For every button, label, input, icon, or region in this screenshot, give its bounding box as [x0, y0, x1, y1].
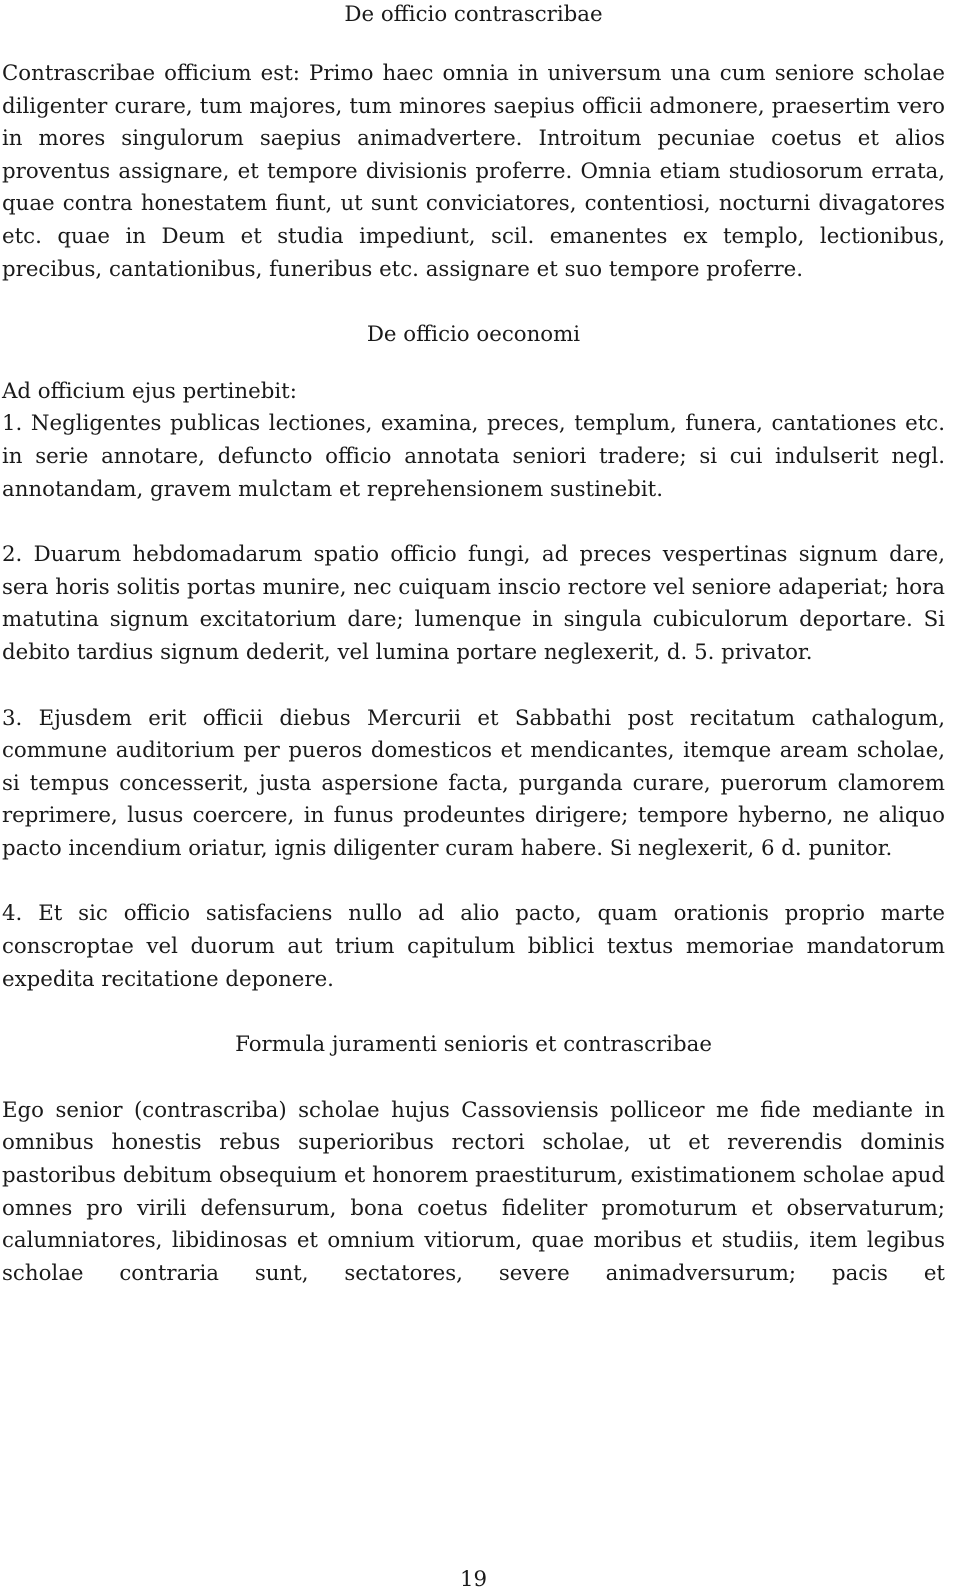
document-page	[2, 0, 945, 1591]
oeconomi-item-3: 3. Ejusdem erit officii diebus Mercurii et Sabbathi post recitatum cathalogum, commune auditorium per pueros domesticos et mendicantes, itemque aream scholae, si tempus concesserit, justa aspersione facta, purganda curare, puerorum clamorem reprimere, lusus coercere, in funus prodeuntes dirigere; tempore hyberno, ne aliquo pacto incendium oriatur, ignis diligenter curam habere. Si neglexerit, 6 d. punitor.	[2, 705, 945, 861]
paragraph-formula: Ego senior (contrascriba) scholae hujus Cassoviensis polliceor me fide mediante in omnibus honestis rebus superioribus rectori scholae, ut et reverendis dominis pastoribus debitum obsequium et honorem praestiturum, existimationem scholae apud omnes pro virili defensurum, bona coetus fideliter promoturum et observaturum; calumniatores, libidinosas et omnium vitiorum, quae moribus et studiis, item legibus scholae contraria sunt, sectatores, severe animadversurum; pacis et	[2, 1097, 945, 1286]
section-title-contrascribae: De officio contrascribae	[344, 2, 603, 27]
spacer	[2, 996, 945, 1029]
oeconomi-intro: Ad officium ejus pertinebit:	[2, 378, 297, 404]
spacer	[2, 670, 945, 703]
page-number: 19	[459, 1567, 488, 1592]
spacer	[2, 42, 945, 58]
section-title-formula: Formula juramenti senioris et contrascribae	[235, 1032, 712, 1058]
section-title-oeconomi: De officio oeconomi	[366, 322, 581, 348]
oeconomi-item-1: 1. Negligentes publicas lectiones, examina, preces, templum, funera, cantationes etc. in serie annotare, defuncto officio annotata seniori tradere; si cui indulserit negl. annotandam, gravem mulctam et reprehensionem sustinebit.	[2, 411, 945, 502]
oeconomi-item-4: 4. Et sic officio satisfaciens nullo ad alio pacto, quam orationis proprio marte conscroptae vel duorum aut trium capitulum biblici textus memoriae mandatorum expedita recitatione deponere.	[2, 901, 945, 992]
spacer	[2, 865, 945, 898]
spacer	[2, 352, 945, 376]
spacer	[2, 1062, 945, 1095]
oeconomi-item-2: 2. Duarum hebdomadarum spatio officio fungi, ad preces vespertinas signum dare, sera horis solitis portas munire, nec cuiquam inscio rectore vel seniore adaperiat; hora matutina signum excitatorium dare; lumenque in singula cubiculorum deportare. Si debito tardius signum dederit, vel lumina portare neglexerit, d. 5. privator.	[2, 542, 945, 665]
spacer	[2, 286, 945, 319]
paragraph-contrascribae: Contrascribae officium est: Primo haec omnia in universum una cum seniore scholae diligenter curare, tum majores, tum minores saepius officii admonere, praesertim vero in mores singulorum saepius animadvertere. Introitum pecuniae coetus et alios proventus assignare, et tempore divisionis proferre. Omnia etiam studiosorum errata, quae contra honestatem fiunt, ut sunt conviciatores, contentiosi, nocturni divagatores etc. quae in Deum et studia impediunt, scil. emanentes ex templo, lectionibus, precibus, cantationibus, funeribus etc. assignare et suo tempore proferre.	[2, 61, 945, 282]
spacer	[2, 506, 945, 539]
